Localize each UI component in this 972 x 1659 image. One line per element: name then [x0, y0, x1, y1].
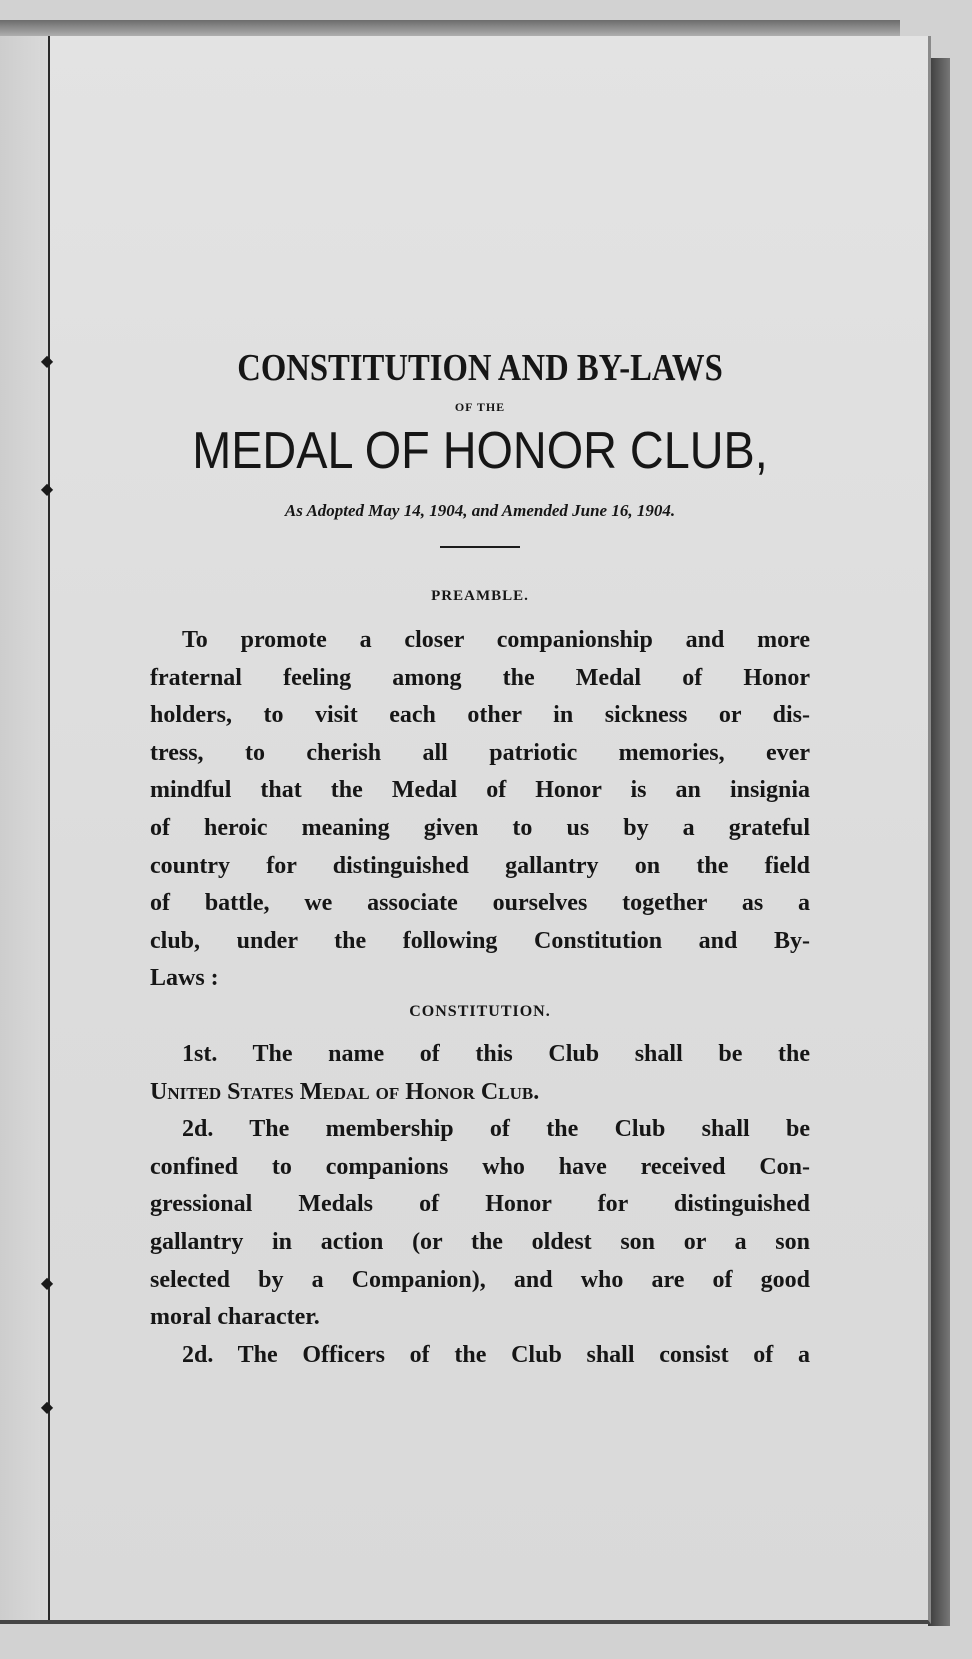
article-line: gressional Medals of Honor for distinguished	[150, 1191, 810, 1218]
club-name: MEDAL OF HONOR CLUB,	[192, 422, 768, 480]
article-1	[150, 1036, 810, 1111]
binding-pin-icon: ◆	[40, 1399, 54, 1416]
article-3	[150, 1337, 810, 1375]
binding-fold	[0, 36, 48, 1620]
binding-pin-icon: ◆	[40, 353, 54, 370]
article-line: moral character.	[150, 1304, 320, 1331]
preamble-line: holders, to visit each other in sickness or dis-	[150, 702, 810, 729]
binding-pin-icon: ◆	[40, 1275, 54, 1292]
preamble-heading: PREAMBLE.	[431, 588, 529, 604]
divider-rule	[440, 546, 520, 548]
preamble-line: Laws :	[150, 965, 219, 992]
of-the-label: OF THE	[454, 400, 506, 414]
article-line: selected by a Companion), and who are of good	[150, 1266, 810, 1293]
preamble-line: club, under the following Constitution and By-	[150, 927, 810, 954]
preamble-line: of battle, we associate ourselves together as a	[150, 890, 810, 917]
article-line: 1st. The name of this Club shall be the	[182, 1040, 810, 1067]
preamble-line: of heroic meaning given to us by a grateful	[150, 814, 810, 841]
article-line: 2d. The membership of the Club shall be	[182, 1116, 810, 1143]
article-2	[150, 1111, 810, 1337]
document-title: CONSTITUTION AND BY-LAWS	[237, 347, 723, 389]
document-content	[150, 346, 810, 1374]
preamble-paragraph	[150, 622, 810, 998]
preamble-line: tress, to cherish all patriotic memories, ever	[150, 739, 810, 766]
binding-pin-icon: ◆	[40, 481, 54, 498]
article-line: confined to companions who have received Con-	[150, 1153, 810, 1180]
article-line: gallantry in action (or the oldest son or a son	[150, 1228, 810, 1255]
binding-line	[48, 36, 50, 1620]
preamble-line: country for distinguished gallantry on the field	[150, 852, 810, 879]
preamble-line: fraternal feeling among the Medal of Honor	[150, 664, 810, 691]
article-line: United States Medal of Honor Club.	[150, 1078, 540, 1105]
adoption-date: As Adopted May 14, 1904, and Amended June 16, 1904.	[284, 501, 676, 520]
preamble-line: mindful that the Medal of Honor is an insignia	[150, 777, 810, 804]
preamble-line: To promote a closer companionship and more	[182, 627, 810, 653]
constitution-heading: CONSTITUTION.	[409, 1002, 551, 1020]
page-right-shadow	[928, 58, 950, 1626]
article-line: 2d. The Officers of the Club shall consist of a	[182, 1341, 810, 1368]
